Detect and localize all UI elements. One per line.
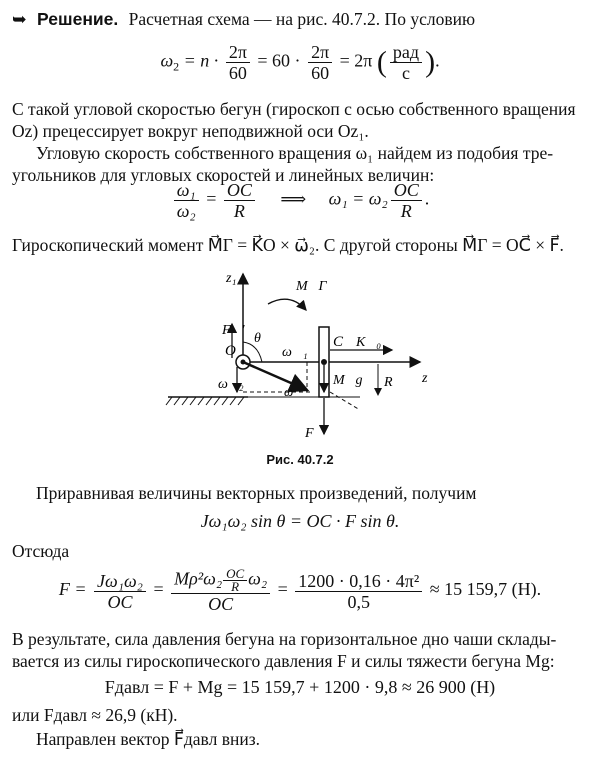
formula-moment-equality: Jω₁ω₂ sin θ = OC · F sin θ. (200, 511, 400, 531)
solution-heading-line (12, 8, 590, 30)
formula-similarity: $\frac{\text{ω₁}}{\text{ω₂}}$ = $\frac{OC}{R}$ ⟹ ω₁ = ω₂ $\frac{OC}{R}$ . (0, 180, 600, 221)
figure-diagram (0, 262, 600, 452)
paragraph1-line3: Угловую скорость собственного вращения ω₁ найдем из подобия тре- (36, 143, 554, 163)
solution-intro: Расчетная схема — на рис. 40.7.2. По условию (128, 9, 476, 29)
formula-omega2: $\omega_2 = n$ · $\frac{2\pi}{60}$ = 60 · $\frac{2\pi}{60}$ = 2π ( $\frac{\text{рад}}{с}$ ). (160, 42, 440, 83)
paragraph1-line4: угольников для угловых скоростей и линейных величин: (12, 165, 435, 185)
equate-line: Приравнивая величины векторных произведений, получим (36, 483, 477, 503)
solution-heading: Решение. (37, 9, 119, 29)
formula-force: F = $\frac{\text{Jω₁ω₂}}{OC}$ = Mρ²ω₂ $\frac{OC}{R}$ ω₂ OC = $\frac{\text{1200 · 0,16 · 4π²}}{0,5}$ ≈ 15 159,7 (Н). (58, 566, 542, 614)
label-omega: ω⃗ (284, 384, 304, 399)
label-mg: M⃗g (333, 373, 363, 388)
label-k0: K⃗₀ (356, 335, 382, 350)
gyro-moment-line: Гироскопический момент M⃗Г = K⃗O × ω⃗₂. С другой стороны M⃗Г = OC⃗ × F⃗. (12, 235, 564, 255)
or-line: или Fдавл ≈ 26,9 (кН). (12, 705, 178, 725)
label-f-up: F⃗' (222, 323, 245, 338)
arrow-marker-icon: ➥ (12, 9, 27, 29)
center-c (321, 359, 327, 365)
final-line: Направлен вектор F⃗давл вниз. (36, 729, 260, 749)
result-par-line1: В результате, сила давления бегуна на горизонтальное дно чаши склады- (12, 629, 557, 649)
hence-line: Отсюда (12, 541, 70, 561)
label-omega2: ω⃗₂ (218, 377, 244, 392)
label-omega1: ω⃗₁ (282, 345, 308, 360)
paragraph1-line2: Oz) прецессирует вокруг неподвижной оси Oz₁. (12, 121, 369, 141)
result-par-line2: вается из силы гироскопического давления F и силы тяжести бегуна Mg: (12, 651, 555, 671)
label-z1: z₁ (226, 271, 237, 286)
label-o: O (225, 343, 236, 359)
formula-pressure: Fдавл = F + Mg = 15 159,7 + 1200 · 9,8 ≈ 26 900 (Н) (104, 677, 496, 697)
label-r: R⃗ (384, 375, 404, 390)
label-f-down: F⃗ (305, 426, 325, 441)
label-z: z (422, 371, 428, 386)
moment-arc (268, 299, 306, 310)
label-moment: M⃗Г (296, 279, 327, 294)
label-theta: θ (254, 331, 261, 346)
figure-caption: Рис. 40.7.2 (266, 452, 334, 467)
dashed-diagonal (330, 392, 360, 410)
label-c: C (333, 334, 344, 350)
paragraph1-line1: С такой угловой скоростью бегун (гироскоп с осью собственного вращения (12, 99, 576, 119)
ground-hatch (166, 397, 244, 405)
